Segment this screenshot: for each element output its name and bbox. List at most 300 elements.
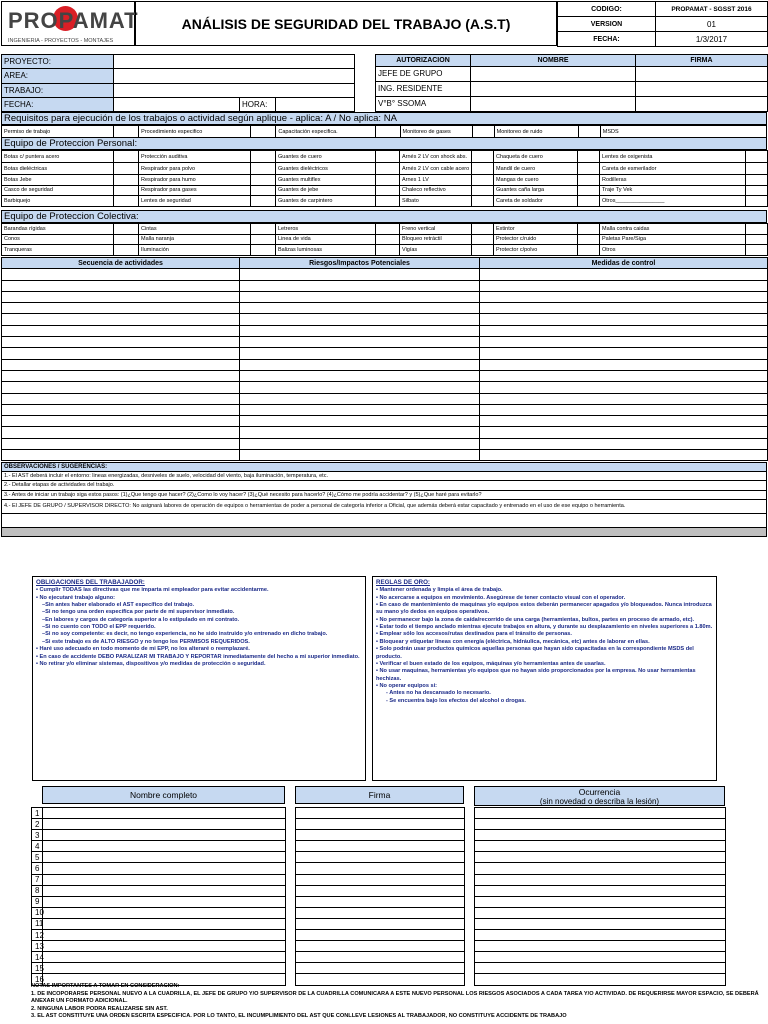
- epp-item-check[interactable]: [578, 185, 600, 196]
- epp-item-label: Protección auditiva: [139, 151, 251, 163]
- epc-item-check[interactable]: [376, 245, 400, 256]
- ocurrencia-cell[interactable]: [475, 918, 726, 929]
- epp-item-label: Botas dieléctricas: [2, 163, 114, 175]
- activity-cell[interactable]: [2, 359, 240, 370]
- ing-residente-label: ING. RESIDENTE: [376, 81, 471, 96]
- vobo-ssoma-nombre[interactable]: [471, 96, 636, 111]
- epp-item-check[interactable]: [376, 185, 400, 196]
- control-cell[interactable]: [480, 382, 768, 393]
- activity-cell[interactable]: [2, 280, 240, 291]
- reglas-line: • Mantener ordenada y limpia el área de trabajo.: [376, 587, 503, 594]
- activity-cell[interactable]: [2, 337, 240, 348]
- control-cell[interactable]: [480, 450, 768, 461]
- trabajo-label: TRABAJO:: [2, 83, 114, 97]
- epp-item-check[interactable]: [578, 151, 600, 163]
- control-cell[interactable]: [480, 314, 768, 325]
- epc-item-label: Balizas luminosas: [276, 245, 376, 256]
- epp-item-label: Botas Jebe: [2, 175, 114, 186]
- risk-cell[interactable]: [240, 450, 480, 461]
- firma-cell[interactable]: [296, 941, 465, 952]
- epc-item-check[interactable]: [376, 224, 400, 235]
- reglas-line: • Estar todo el tiempo anclado mientras ejecute trabajos en altura, y durante su desplazamiento en niveles superiores a 1.80m.: [376, 624, 713, 631]
- activity-cell[interactable]: [2, 314, 240, 325]
- row-number: 10: [32, 907, 43, 918]
- obligaciones-line: • En caso de accidente DEBO PARALIZAR MI TRABAJO Y REPORTAR inmediatamente del hecho a mi superior inmediato.: [36, 653, 360, 660]
- row-number: 11: [32, 918, 43, 929]
- nombre-cell[interactable]: [43, 907, 286, 918]
- obligaciones-line: –Sin antes haber elaborado el AST específico del trabajo.: [42, 601, 195, 608]
- observacion-line-3: 3.- Antes de iniciar un trabajo siga estos pasos: (1)¿Que tengo que hacer? (2)¿Como lo voy hacer? (3)¿Qué necesito para hacerlo? (4)¿Cómo me podría accidentar? y (5)¿Que haré para evitarlo?: [2, 490, 767, 499]
- nombre-cell[interactable]: [43, 930, 286, 941]
- gap-cell: [286, 841, 296, 852]
- nombre-cell[interactable]: [43, 963, 286, 974]
- proyecto-field[interactable]: [114, 55, 355, 69]
- activity-cell[interactable]: [2, 393, 240, 404]
- epp-item-check[interactable]: [251, 163, 276, 175]
- reglas-line: • Bloquear y etiquetar líneas con energía (eléctrica, hidráulica, mecánica, etc) antes de laborar en ellas.: [376, 638, 650, 645]
- epc-item-check[interactable]: [746, 245, 768, 256]
- nombre-cell[interactable]: [43, 852, 286, 863]
- signature-row: [32, 952, 726, 963]
- control-cell[interactable]: [480, 427, 768, 438]
- jefe-grupo-nombre[interactable]: [471, 66, 636, 81]
- req-procedimiento-check[interactable]: [251, 126, 276, 138]
- reglas-line: • Emplear sólo los accesos/rutas destinados para el tránsito de personas.: [376, 631, 572, 638]
- ocurrencia-cell[interactable]: [475, 819, 726, 830]
- gap-cell: [286, 830, 296, 841]
- epp-item-label: Careta de soldador: [494, 196, 578, 207]
- obligaciones-line: –En labores y cargos de categoría superior a lo estipulado en mi contrato.: [42, 616, 240, 623]
- nombre-cell[interactable]: [43, 952, 286, 963]
- req-ruido-check[interactable]: [578, 126, 600, 138]
- req-capacitacion-check[interactable]: [376, 126, 400, 138]
- epc-item-label: Conos: [2, 234, 114, 245]
- activity-row: [2, 427, 768, 438]
- epc-item-label: Protector c/polvo: [494, 245, 578, 256]
- epc-item-label: Malla naranja: [139, 234, 251, 245]
- risk-cell[interactable]: [240, 427, 480, 438]
- control-cell[interactable]: [480, 348, 768, 359]
- project-info-table: [1, 54, 355, 112]
- epp-item-label: Mangas de cuero: [494, 175, 578, 186]
- signature-row: [32, 896, 726, 907]
- trabajo-field[interactable]: [114, 83, 355, 97]
- activity-row: [2, 450, 768, 461]
- activity-row: [2, 269, 768, 280]
- epp-item-label: Botas c/ puntera acero: [2, 151, 114, 163]
- signature-row: [32, 885, 726, 896]
- risk-cell[interactable]: [240, 438, 480, 449]
- epp-item-check[interactable]: [578, 175, 600, 186]
- epp-item-check[interactable]: [746, 163, 768, 175]
- epp-item-label: Silbato: [400, 196, 472, 207]
- gap-cell: [286, 852, 296, 863]
- epc-item-label: Tranqueras: [2, 245, 114, 256]
- ocurrencia-cell[interactable]: [475, 885, 726, 896]
- req-gases-label: Monitoreo de gases: [400, 126, 472, 138]
- req-capacitacion-label: Capacitación especifica.: [276, 126, 376, 138]
- nombre-cell[interactable]: [43, 941, 286, 952]
- reglas-line: • No acercarse a equipos en movimiento. Asegúrese de tener contacto visual con el operador.: [376, 594, 626, 601]
- risk-cell[interactable]: [240, 280, 480, 291]
- obligaciones-list: [36, 587, 362, 668]
- ocurrencia-cell[interactable]: [475, 907, 726, 918]
- fecha-label: FECHA:: [2, 97, 114, 111]
- risk-cell[interactable]: [240, 269, 480, 280]
- obligaciones-line: –Si no soy competente: es decir, no tengo experiencia, no he sido instruido y/o entrenado en dicho trabajo.: [42, 631, 328, 638]
- observacion-line-4: 4.- El JEFE DE GRUPO / SUPERVISOR DIRECTO: No asignará labores de operación de equipos o herramientas de poder a personal de categoría inferior a Oficial, que además deberá estar capacitado y entrenado en el uso de ese equipo o herramienta.: [2, 499, 767, 513]
- req-msds-label: MSDS: [600, 126, 766, 138]
- firma-cell[interactable]: [296, 808, 465, 819]
- obligaciones-line: –Si este trabajo es de ALTO RIESGO y no tengo los PERMISOS REQUERIDOS.: [42, 638, 250, 645]
- gap-cell: [465, 963, 475, 974]
- proyecto-label: PROYECTO:: [2, 55, 114, 69]
- row-number: 3: [32, 830, 43, 841]
- obligaciones-title: OBLIGACIONES DEL TRABAJADOR:: [36, 579, 145, 586]
- codigo-value: PROPAMAT - SGSST 2016: [656, 2, 768, 17]
- risk-cell[interactable]: [240, 337, 480, 348]
- nombre-cell[interactable]: [43, 863, 286, 874]
- reglas-line: • Solo podrán usar productos químicos aquellas personas que hayan sido capacitadas en la correspondiente MSDS del producto.: [376, 646, 694, 660]
- risk-cell[interactable]: [240, 291, 480, 302]
- risk-cell[interactable]: [240, 382, 480, 393]
- hora-field[interactable]: [276, 97, 355, 111]
- epp-item-check[interactable]: [114, 151, 139, 163]
- reglas-line: • No permanecer bajo la zona de caída/recorrido de una carga (herramientas, bultos, partes en proceso de armado, etc).: [376, 616, 695, 623]
- activity-row: [2, 359, 768, 370]
- signature-row: [32, 841, 726, 852]
- epp-item-label: Guantes de cuero: [276, 151, 376, 163]
- control-cell[interactable]: [480, 291, 768, 302]
- epp-item-check[interactable]: [376, 151, 400, 163]
- gap-cell: [465, 874, 475, 885]
- gap-cell: [465, 952, 475, 963]
- firma-cell[interactable]: [296, 852, 465, 863]
- document-title: ANÁLISIS DE SEGURIDAD DEL TRABAJO (A.S.T): [135, 1, 557, 46]
- epc-item-check[interactable]: [251, 245, 276, 256]
- epp-item-check[interactable]: [376, 196, 400, 207]
- control-cell[interactable]: [480, 359, 768, 370]
- nombre-cell[interactable]: [43, 819, 286, 830]
- epc-item-check[interactable]: [746, 234, 768, 245]
- firma-cell[interactable]: [296, 874, 465, 885]
- epc-title: Equipo de Proteccion Colectiva:: [1, 210, 767, 223]
- signature-row: [32, 830, 726, 841]
- risk-cell[interactable]: [240, 359, 480, 370]
- epc-item-label: Vigías: [400, 245, 472, 256]
- activity-cell[interactable]: [2, 291, 240, 302]
- nombre-cell[interactable]: [43, 830, 286, 841]
- epc-item-check[interactable]: [114, 234, 139, 245]
- gap-cell: [286, 819, 296, 830]
- ing-residente-nombre[interactable]: [471, 81, 636, 96]
- epc-item-check[interactable]: [472, 224, 494, 235]
- epc-item-check[interactable]: [472, 245, 494, 256]
- ocurrencia-cell[interactable]: [475, 852, 726, 863]
- ocurrencia-cell[interactable]: [475, 930, 726, 941]
- activity-row: [2, 416, 768, 427]
- epp-item-check[interactable]: [251, 185, 276, 196]
- epp-item-check[interactable]: [472, 196, 494, 207]
- epp-item-label: Lentes de seguridad: [139, 196, 251, 207]
- epc-item-label: Malla contra caidas: [600, 224, 746, 235]
- obligaciones-line: • Haré uso adecuado en todo momento de mi EPP, no los alteraré o reemplazaré.: [36, 646, 250, 653]
- fecha-doc-label: FECHA:: [558, 32, 656, 47]
- epc-item-label: Paletas Pare/Siga: [600, 234, 746, 245]
- jefe-grupo-firma[interactable]: [636, 66, 768, 81]
- observaciones-title: OBSERVACIONES / SUGERENCIAS:: [2, 463, 767, 472]
- ocurrencia-cell[interactable]: [475, 874, 726, 885]
- epc-item-check[interactable]: [114, 245, 139, 256]
- area-field[interactable]: [114, 69, 355, 83]
- firma-cell[interactable]: [296, 885, 465, 896]
- epp-item-label: Lentes de oxigenista: [600, 151, 746, 163]
- epp-item-check[interactable]: [114, 185, 139, 196]
- activity-row: [2, 348, 768, 359]
- observaciones-footer-bar: [2, 527, 767, 536]
- signature-row: [32, 863, 726, 874]
- nombre-cell[interactable]: [43, 885, 286, 896]
- epc-item-check[interactable]: [251, 224, 276, 235]
- risk-cell[interactable]: [240, 416, 480, 427]
- gap-cell: [465, 808, 475, 819]
- reglas-line: • No operar equipos si:: [376, 683, 438, 690]
- epc-item-check[interactable]: [578, 224, 600, 235]
- row-number: 12: [32, 930, 43, 941]
- epc-item-check[interactable]: [746, 224, 768, 235]
- risk-cell[interactable]: [240, 325, 480, 336]
- epp-item-label: Respirador para polvo: [139, 163, 251, 175]
- epp-item-check[interactable]: [114, 163, 139, 175]
- reglas-box: [372, 576, 717, 781]
- row-number: 14: [32, 952, 43, 963]
- controls-header: Medidas de control: [480, 258, 768, 269]
- risk-cell[interactable]: [240, 303, 480, 314]
- nombre-completo-header: Nombre completo: [42, 786, 285, 804]
- epp-item-check[interactable]: [114, 175, 139, 186]
- observacion-line-1: 1.- El AST deberá incluir el entorno: lineas energizadas, desniveles de suelo, velocidad del viento, baja iluminación, temperatura, etc.: [2, 472, 767, 481]
- autorizacion-header: AUTORIZACION: [376, 55, 471, 67]
- ocurrencia-cell[interactable]: [475, 896, 726, 907]
- gap-cell: [286, 918, 296, 929]
- firma-cell[interactable]: [296, 896, 465, 907]
- activity-cell[interactable]: [2, 303, 240, 314]
- ocurrencia-cell[interactable]: [475, 952, 726, 963]
- control-cell[interactable]: [480, 416, 768, 427]
- epp-item-check[interactable]: [114, 196, 139, 207]
- epp-item-label: Otros________________: [600, 196, 746, 207]
- activity-cell[interactable]: [2, 404, 240, 415]
- firma-cell[interactable]: [296, 863, 465, 874]
- ocurrencia-cell[interactable]: [475, 963, 726, 974]
- epc-item-check[interactable]: [578, 234, 600, 245]
- activity-cell[interactable]: [2, 370, 240, 381]
- obligaciones-line: –Si no cuento con TODO el EPP requerido.: [42, 624, 156, 631]
- signature-row: [32, 808, 726, 819]
- signature-row: [32, 819, 726, 830]
- risk-cell[interactable]: [240, 348, 480, 359]
- epp-item-check[interactable]: [251, 175, 276, 186]
- epc-item-check[interactable]: [251, 234, 276, 245]
- activity-row: [2, 438, 768, 449]
- epp-table: [1, 150, 768, 207]
- epp-item-check[interactable]: [472, 163, 494, 175]
- firma-cell[interactable]: [296, 963, 465, 974]
- ocurrencia-cell[interactable]: [475, 841, 726, 852]
- activity-cell[interactable]: [2, 382, 240, 393]
- firma-cell[interactable]: [296, 841, 465, 852]
- control-cell[interactable]: [480, 370, 768, 381]
- activity-cell[interactable]: [2, 348, 240, 359]
- firma-cell[interactable]: [296, 952, 465, 963]
- control-cell[interactable]: [480, 438, 768, 449]
- control-cell[interactable]: [480, 337, 768, 348]
- req-permiso-check[interactable]: [114, 126, 139, 138]
- epp-item-label: Mandil de cuero: [494, 163, 578, 175]
- activity-row: [2, 314, 768, 325]
- epp-item-check[interactable]: [251, 196, 276, 207]
- nombre-cell[interactable]: [43, 841, 286, 852]
- epp-item-label: Respirador para humo: [139, 175, 251, 186]
- gap-cell: [286, 930, 296, 941]
- epp-item-label: Traje Ty Vek: [600, 185, 746, 196]
- vobo-ssoma-label: V°B° SSOMA: [376, 96, 471, 111]
- observaciones-table: [1, 462, 767, 537]
- epp-item-check[interactable]: [746, 196, 768, 207]
- risk-cell[interactable]: [240, 370, 480, 381]
- epp-item-check[interactable]: [746, 175, 768, 186]
- row-number: 6: [32, 863, 43, 874]
- reglas-line: • En caso de mantenimiento de maquinas y/o equipos estos deberán permanecer apagados y/o bloqueados. Nunca introduzca su mano y/o dedos en equipos operativos.: [376, 601, 712, 616]
- epp-item-check[interactable]: [578, 196, 600, 207]
- epp-item-label: Careta de esmerilador: [600, 163, 746, 175]
- gap-cell: [286, 963, 296, 974]
- firma-cell[interactable]: [296, 907, 465, 918]
- epc-item-label: Extintor: [494, 224, 578, 235]
- epc-item-label: Cintas: [139, 224, 251, 235]
- control-cell[interactable]: [480, 280, 768, 291]
- activity-cell[interactable]: [2, 438, 240, 449]
- epp-item-check[interactable]: [472, 175, 494, 186]
- req-gases-check[interactable]: [472, 126, 494, 138]
- reglas-line: - Se encuentra bajo los efectos del alcohol o drogas.: [386, 697, 526, 704]
- epp-item-check[interactable]: [472, 185, 494, 196]
- signature-row: [32, 930, 726, 941]
- activity-cell[interactable]: [2, 325, 240, 336]
- control-cell[interactable]: [480, 269, 768, 280]
- gap-cell: [465, 819, 475, 830]
- control-cell[interactable]: [480, 325, 768, 336]
- epc-item-check[interactable]: [472, 234, 494, 245]
- epp-item-label: Guantes caña larga: [494, 185, 578, 196]
- epp-item-label: Chaleco reflectivo: [400, 185, 472, 196]
- gap-cell: [286, 863, 296, 874]
- epp-item-label: Rodilleras: [600, 175, 746, 186]
- firma-cell[interactable]: [296, 830, 465, 841]
- epp-item-check[interactable]: [376, 163, 400, 175]
- notas-importantes: [31, 983, 761, 1021]
- reglas-line: • No usar maquinas, herramientas y/o equipos que no hayan sido proporcionados por la empresa. No usar herramientas hechizas.: [376, 668, 696, 682]
- activity-cell[interactable]: [2, 450, 240, 461]
- row-number: 2: [32, 819, 43, 830]
- epc-item-label: Otros: [600, 245, 746, 256]
- epp-item-check[interactable]: [746, 151, 768, 163]
- nombre-cell[interactable]: [43, 808, 286, 819]
- firma-cell[interactable]: [296, 918, 465, 929]
- gap-cell: [465, 907, 475, 918]
- epc-item-check[interactable]: [114, 224, 139, 235]
- gap-cell: [465, 852, 475, 863]
- reglas-line: - Antes no ha descansado lo necesario.: [386, 690, 491, 697]
- epp-item-check[interactable]: [578, 163, 600, 175]
- ing-residente-firma[interactable]: [636, 81, 768, 96]
- logo-subtitle: INGENIERIA - PROYECTOS - MONTAJES: [8, 38, 114, 44]
- epp-item-label: Guantes multiflex: [276, 175, 376, 186]
- epc-item-label: Barandas rígidas: [2, 224, 114, 235]
- observacion-line-2: 2.- Detallar etapas de actividades del trabajo.: [2, 481, 767, 490]
- epp-item-check[interactable]: [746, 185, 768, 196]
- logo-main-text: PROPAMAT: [8, 8, 139, 33]
- control-cell[interactable]: [480, 303, 768, 314]
- ocurrencia-cell[interactable]: [475, 941, 726, 952]
- activity-cell[interactable]: [2, 427, 240, 438]
- nombre-cell[interactable]: [43, 874, 286, 885]
- activity-cell[interactable]: [2, 416, 240, 427]
- gap-cell: [465, 930, 475, 941]
- firma-cell[interactable]: [296, 819, 465, 830]
- risk-cell[interactable]: [240, 404, 480, 415]
- activity-row: [2, 393, 768, 404]
- gap-cell: [286, 874, 296, 885]
- epp-item-label: Respirador para gases: [139, 185, 251, 196]
- activity-row: [2, 404, 768, 415]
- nombre-cell[interactable]: [43, 918, 286, 929]
- observacion-blank-1[interactable]: [2, 513, 767, 527]
- vobo-ssoma-firma[interactable]: [636, 96, 768, 111]
- epp-item-check[interactable]: [251, 151, 276, 163]
- row-number: 4: [32, 841, 43, 852]
- nombre-cell[interactable]: [43, 896, 286, 907]
- ocurrencia-cell[interactable]: [475, 808, 726, 819]
- row-number: 1: [32, 808, 43, 819]
- epc-item-label: Freno vertical: [400, 224, 472, 235]
- epp-item-check[interactable]: [472, 151, 494, 163]
- risk-cell[interactable]: [240, 393, 480, 404]
- ocurrencia-cell[interactable]: [475, 863, 726, 874]
- fecha-field[interactable]: [114, 97, 240, 111]
- activity-row: [2, 337, 768, 348]
- epp-item-label: Casco de seguridad: [2, 185, 114, 196]
- epc-item-check[interactable]: [578, 245, 600, 256]
- gap-cell: [465, 863, 475, 874]
- firma-cell[interactable]: [296, 930, 465, 941]
- epp-item-label: Arnés 2 LV con cable acero: [400, 163, 472, 175]
- signatures-table: [31, 807, 726, 986]
- control-cell[interactable]: [480, 393, 768, 404]
- activity-row: [2, 303, 768, 314]
- version-value: 01: [656, 17, 768, 32]
- ocurrencia-cell[interactable]: [475, 830, 726, 841]
- gap-cell: [286, 907, 296, 918]
- epc-item-check[interactable]: [376, 234, 400, 245]
- risk-cell[interactable]: [240, 314, 480, 325]
- signature-row: [32, 963, 726, 974]
- epp-item-check[interactable]: [376, 175, 400, 186]
- control-cell[interactable]: [480, 404, 768, 415]
- req-procedimiento-label: Procedimiento especifico: [139, 126, 251, 138]
- nota-3: 3. EL AST CONSTITUYE UNA ORDEN ESCRITA ESPECIFICA. POR LO TANTO, EL INCUMPLIMIENTO DEL AST QUE CONLLEVE LESIONES AL TRABAJADOR, NO CONSTITUYE ACCIDENTE DE TRABAJO: [31, 1013, 567, 1020]
- activity-cell[interactable]: [2, 269, 240, 280]
